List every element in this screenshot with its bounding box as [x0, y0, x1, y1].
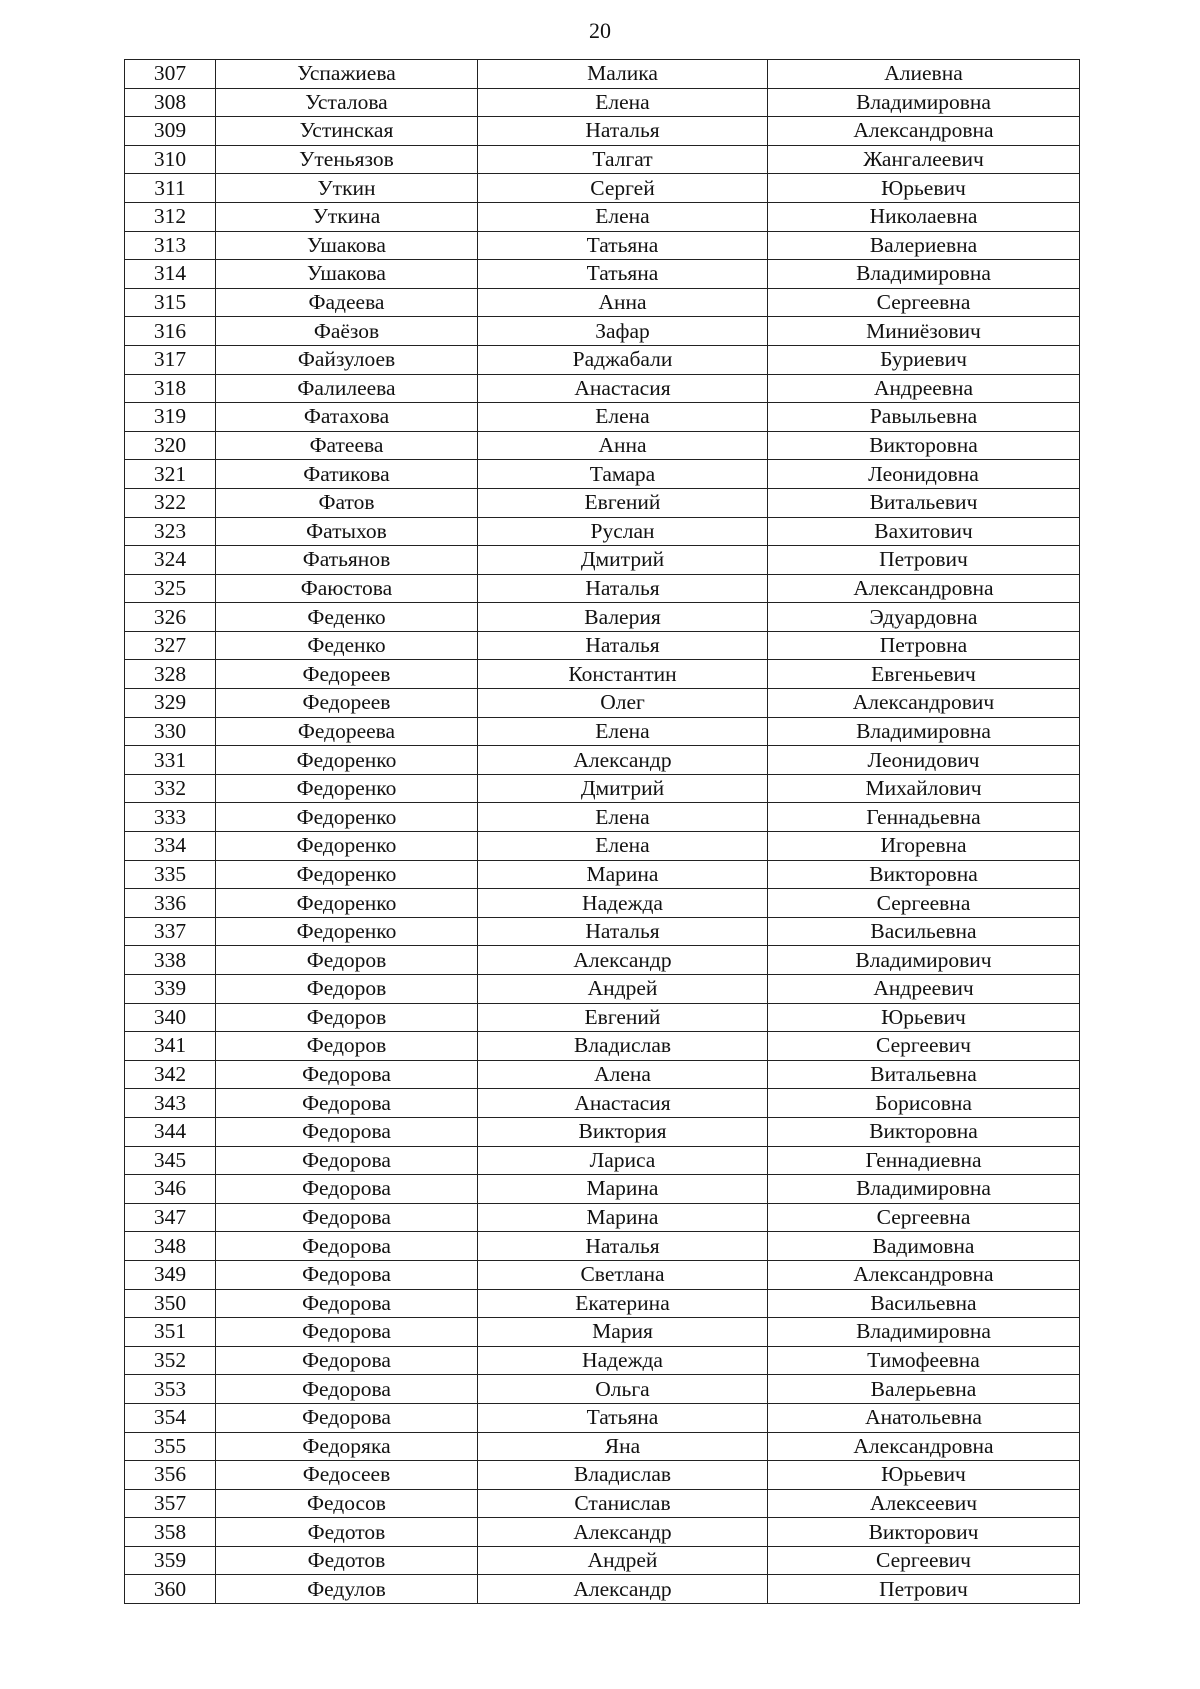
first-name-cell: Елена — [478, 202, 768, 231]
patronymic-cell: Сергеевич — [768, 1546, 1080, 1575]
last-name-cell: Федорова — [216, 1175, 478, 1204]
first-name-cell: Александр — [478, 1518, 768, 1547]
row-number-cell: 356 — [125, 1461, 216, 1490]
table-row — [125, 689, 1080, 718]
patronymic-cell: Миниёзович — [768, 317, 1080, 346]
row-number-cell: 312 — [125, 202, 216, 231]
last-name-cell: Уткин — [216, 174, 478, 203]
first-name-cell: Марина — [478, 1203, 768, 1232]
table-row — [125, 832, 1080, 861]
first-name-cell: Наталья — [478, 574, 768, 603]
row-number-cell: 323 — [125, 517, 216, 546]
row-number-cell: 326 — [125, 603, 216, 632]
table-row — [125, 1232, 1080, 1261]
last-name-cell: Фатикова — [216, 460, 478, 489]
patronymic-cell: Борисовна — [768, 1089, 1080, 1118]
table-row — [125, 374, 1080, 403]
first-name-cell: Константин — [478, 660, 768, 689]
patronymic-cell: Владимирович — [768, 946, 1080, 975]
first-name-cell: Елена — [478, 88, 768, 117]
first-name-cell: Андрей — [478, 975, 768, 1004]
table-row — [125, 517, 1080, 546]
last-name-cell: Федорова — [216, 1375, 478, 1404]
last-name-cell: Уткина — [216, 202, 478, 231]
table-row — [125, 60, 1080, 89]
first-name-cell: Тамара — [478, 460, 768, 489]
last-name-cell: Федоренко — [216, 803, 478, 832]
table-row — [125, 403, 1080, 432]
last-name-cell: Федоренко — [216, 832, 478, 861]
row-number-cell: 309 — [125, 117, 216, 146]
row-number-cell: 338 — [125, 946, 216, 975]
table-row — [125, 1003, 1080, 1032]
first-name-cell: Ольга — [478, 1375, 768, 1404]
last-name-cell: Устинская — [216, 117, 478, 146]
last-name-cell: Фатыхов — [216, 517, 478, 546]
last-name-cell: Утеньязов — [216, 145, 478, 174]
patronymic-cell: Михайлович — [768, 774, 1080, 803]
table-row — [125, 1403, 1080, 1432]
last-name-cell: Федорова — [216, 1203, 478, 1232]
table-row — [125, 431, 1080, 460]
table-row — [125, 774, 1080, 803]
row-number-cell: 317 — [125, 345, 216, 374]
first-name-cell: Надежда — [478, 1346, 768, 1375]
last-name-cell: Федорова — [216, 1089, 478, 1118]
table-row — [125, 1089, 1080, 1118]
first-name-cell: Елена — [478, 832, 768, 861]
patronymic-cell: Васильевна — [768, 917, 1080, 946]
last-name-cell: Файзулоев — [216, 345, 478, 374]
row-number-cell: 328 — [125, 660, 216, 689]
first-name-cell: Екатерина — [478, 1289, 768, 1318]
row-number-cell: 345 — [125, 1146, 216, 1175]
table-row — [125, 1346, 1080, 1375]
patronymic-cell: Вахитович — [768, 517, 1080, 546]
row-number-cell: 320 — [125, 431, 216, 460]
patronymic-cell: Александровна — [768, 574, 1080, 603]
row-number-cell: 343 — [125, 1089, 216, 1118]
last-name-cell: Федоренко — [216, 774, 478, 803]
last-name-cell: Ушакова — [216, 260, 478, 289]
row-number-cell: 346 — [125, 1175, 216, 1204]
roster-body — [125, 60, 1080, 1604]
table-row — [125, 631, 1080, 660]
table-row — [125, 1518, 1080, 1547]
last-name-cell: Федоренко — [216, 917, 478, 946]
first-name-cell: Анастасия — [478, 374, 768, 403]
row-number-cell: 344 — [125, 1117, 216, 1146]
last-name-cell: Федорова — [216, 1403, 478, 1432]
first-name-cell: Малика — [478, 60, 768, 89]
patronymic-cell: Владимировна — [768, 717, 1080, 746]
patronymic-cell: Владимировна — [768, 1175, 1080, 1204]
row-number-cell: 327 — [125, 631, 216, 660]
patronymic-cell: Тимофеевна — [768, 1346, 1080, 1375]
first-name-cell: Талгат — [478, 145, 768, 174]
first-name-cell: Виктория — [478, 1117, 768, 1146]
first-name-cell: Надежда — [478, 889, 768, 918]
table-row — [125, 231, 1080, 260]
table-row — [125, 1175, 1080, 1204]
last-name-cell: Федорова — [216, 1146, 478, 1175]
patronymic-cell: Сергеевич — [768, 1032, 1080, 1061]
first-name-cell: Елена — [478, 403, 768, 432]
table-row — [125, 1060, 1080, 1089]
table-row — [125, 1146, 1080, 1175]
patronymic-cell: Игоревна — [768, 832, 1080, 861]
last-name-cell: Федосов — [216, 1489, 478, 1518]
table-row — [125, 174, 1080, 203]
first-name-cell: Александр — [478, 746, 768, 775]
patronymic-cell: Алексеевич — [768, 1489, 1080, 1518]
row-number-cell: 334 — [125, 832, 216, 861]
patronymic-cell: Сергеевна — [768, 889, 1080, 918]
page-number: 20 — [589, 18, 611, 43]
row-number-cell: 318 — [125, 374, 216, 403]
row-number-cell: 341 — [125, 1032, 216, 1061]
row-number-cell: 321 — [125, 460, 216, 489]
row-number-cell: 349 — [125, 1260, 216, 1289]
row-number-cell: 329 — [125, 689, 216, 718]
table-row — [125, 1489, 1080, 1518]
row-number-cell: 316 — [125, 317, 216, 346]
patronymic-cell: Юрьевич — [768, 1461, 1080, 1490]
patronymic-cell: Геннадиевна — [768, 1146, 1080, 1175]
last-name-cell: Федоров — [216, 946, 478, 975]
patronymic-cell: Александровна — [768, 1260, 1080, 1289]
table-row — [125, 546, 1080, 575]
first-name-cell: Анастасия — [478, 1089, 768, 1118]
row-number-cell: 336 — [125, 889, 216, 918]
last-name-cell: Федорова — [216, 1318, 478, 1347]
first-name-cell: Владислав — [478, 1461, 768, 1490]
patronymic-cell: Сергеевна — [768, 288, 1080, 317]
patronymic-cell: Алиевна — [768, 60, 1080, 89]
table-row — [125, 1575, 1080, 1604]
first-name-cell: Наталья — [478, 631, 768, 660]
table-row — [125, 603, 1080, 632]
last-name-cell: Федореев — [216, 660, 478, 689]
row-number-cell: 351 — [125, 1318, 216, 1347]
first-name-cell: Евгений — [478, 1003, 768, 1032]
row-number-cell: 353 — [125, 1375, 216, 1404]
row-number-cell: 348 — [125, 1232, 216, 1261]
first-name-cell: Наталья — [478, 117, 768, 146]
row-number-cell: 355 — [125, 1432, 216, 1461]
first-name-cell: Дмитрий — [478, 774, 768, 803]
first-name-cell: Владислав — [478, 1032, 768, 1061]
last-name-cell: Фатьянов — [216, 546, 478, 575]
last-name-cell: Федореев — [216, 689, 478, 718]
row-number-cell: 352 — [125, 1346, 216, 1375]
patronymic-cell: Владимировна — [768, 88, 1080, 117]
first-name-cell: Татьяна — [478, 1403, 768, 1432]
last-name-cell: Федотов — [216, 1518, 478, 1547]
table-row — [125, 1203, 1080, 1232]
last-name-cell: Федоров — [216, 975, 478, 1004]
table-row — [125, 917, 1080, 946]
first-name-cell: Дмитрий — [478, 546, 768, 575]
patronymic-cell: Эдуардовна — [768, 603, 1080, 632]
last-name-cell: Федорова — [216, 1060, 478, 1089]
table-row — [125, 145, 1080, 174]
row-number-cell: 331 — [125, 746, 216, 775]
last-name-cell: Фалилеева — [216, 374, 478, 403]
first-name-cell: Руслан — [478, 517, 768, 546]
patronymic-cell: Геннадьевна — [768, 803, 1080, 832]
patronymic-cell: Вадимовна — [768, 1232, 1080, 1261]
row-number-cell: 308 — [125, 88, 216, 117]
last-name-cell: Усталова — [216, 88, 478, 117]
first-name-cell: Светлана — [478, 1260, 768, 1289]
patronymic-cell: Владимировна — [768, 1318, 1080, 1347]
patronymic-cell: Валериевна — [768, 231, 1080, 260]
patronymic-cell: Петрович — [768, 546, 1080, 575]
last-name-cell: Федотов — [216, 1546, 478, 1575]
table-row — [125, 1318, 1080, 1347]
table-row — [125, 1289, 1080, 1318]
last-name-cell: Федорова — [216, 1117, 478, 1146]
row-number-cell: 354 — [125, 1403, 216, 1432]
last-name-cell: Фатеева — [216, 431, 478, 460]
row-number-cell: 335 — [125, 860, 216, 889]
patronymic-cell: Васильевна — [768, 1289, 1080, 1318]
first-name-cell: Станислав — [478, 1489, 768, 1518]
first-name-cell: Александр — [478, 946, 768, 975]
table-row — [125, 88, 1080, 117]
patronymic-cell: Викторовна — [768, 860, 1080, 889]
patronymic-cell: Витальевна — [768, 1060, 1080, 1089]
first-name-cell: Марина — [478, 860, 768, 889]
table-row — [125, 803, 1080, 832]
table-row — [125, 1432, 1080, 1461]
last-name-cell: Фатахова — [216, 403, 478, 432]
first-name-cell: Валерия — [478, 603, 768, 632]
patronymic-cell: Владимировна — [768, 260, 1080, 289]
patronymic-cell: Андреевич — [768, 975, 1080, 1004]
row-number-cell: 319 — [125, 403, 216, 432]
last-name-cell: Федосеев — [216, 1461, 478, 1490]
patronymic-cell: Андреевна — [768, 374, 1080, 403]
last-name-cell: Федоров — [216, 1032, 478, 1061]
last-name-cell: Федоренко — [216, 889, 478, 918]
first-name-cell: Алена — [478, 1060, 768, 1089]
row-number-cell: 330 — [125, 717, 216, 746]
last-name-cell: Фаюстова — [216, 574, 478, 603]
patronymic-cell: Витальевич — [768, 488, 1080, 517]
row-number-cell: 307 — [125, 60, 216, 89]
patronymic-cell: Леонидович — [768, 746, 1080, 775]
table-row — [125, 1461, 1080, 1490]
first-name-cell: Анна — [478, 431, 768, 460]
first-name-cell: Андрей — [478, 1546, 768, 1575]
last-name-cell: Федоров — [216, 1003, 478, 1032]
first-name-cell: Татьяна — [478, 260, 768, 289]
row-number-cell: 314 — [125, 260, 216, 289]
last-name-cell: Феденко — [216, 603, 478, 632]
first-name-cell: Яна — [478, 1432, 768, 1461]
row-number-cell: 325 — [125, 574, 216, 603]
first-name-cell: Марина — [478, 1175, 768, 1204]
patronymic-cell: Петрович — [768, 1575, 1080, 1604]
first-name-cell: Раджабали — [478, 345, 768, 374]
patronymic-cell: Юрьевич — [768, 174, 1080, 203]
last-name-cell: Федоренко — [216, 860, 478, 889]
row-number-cell: 339 — [125, 975, 216, 1004]
first-name-cell: Анна — [478, 288, 768, 317]
row-number-cell: 358 — [125, 1518, 216, 1547]
roster-table — [124, 59, 1080, 1604]
first-name-cell: Татьяна — [478, 231, 768, 260]
row-number-cell: 337 — [125, 917, 216, 946]
first-name-cell: Мария — [478, 1318, 768, 1347]
patronymic-cell: Валерьевна — [768, 1375, 1080, 1404]
first-name-cell: Олег — [478, 689, 768, 718]
patronymic-cell: Анатольевна — [768, 1403, 1080, 1432]
table-row — [125, 889, 1080, 918]
first-name-cell: Наталья — [478, 917, 768, 946]
last-name-cell: Феденко — [216, 631, 478, 660]
row-number-cell: 311 — [125, 174, 216, 203]
last-name-cell: Федорова — [216, 1232, 478, 1261]
first-name-cell: Наталья — [478, 1232, 768, 1261]
last-name-cell: Федоренко — [216, 746, 478, 775]
table-row — [125, 574, 1080, 603]
patronymic-cell: Жангалеевич — [768, 145, 1080, 174]
table-row — [125, 1260, 1080, 1289]
table-row — [125, 975, 1080, 1004]
patronymic-cell: Викторович — [768, 1518, 1080, 1547]
first-name-cell: Зафар — [478, 317, 768, 346]
patronymic-cell: Буриевич — [768, 345, 1080, 374]
patronymic-cell: Сергеевна — [768, 1203, 1080, 1232]
row-number-cell: 347 — [125, 1203, 216, 1232]
table-row — [125, 860, 1080, 889]
table-row — [125, 317, 1080, 346]
patronymic-cell: Александровна — [768, 1432, 1080, 1461]
last-name-cell: Федорова — [216, 1346, 478, 1375]
table-row — [125, 1032, 1080, 1061]
table-row — [125, 260, 1080, 289]
row-number-cell: 357 — [125, 1489, 216, 1518]
table-row — [125, 1546, 1080, 1575]
last-name-cell: Федорова — [216, 1289, 478, 1318]
last-name-cell: Фатов — [216, 488, 478, 517]
row-number-cell: 310 — [125, 145, 216, 174]
table-row — [125, 488, 1080, 517]
last-name-cell: Успажиева — [216, 60, 478, 89]
first-name-cell: Сергей — [478, 174, 768, 203]
table-row — [125, 946, 1080, 975]
table-row — [125, 117, 1080, 146]
patronymic-cell: Евгеньевич — [768, 660, 1080, 689]
last-name-cell: Федоряка — [216, 1432, 478, 1461]
patronymic-cell: Александровна — [768, 117, 1080, 146]
table-row — [125, 460, 1080, 489]
table-row — [125, 660, 1080, 689]
table-row — [125, 1117, 1080, 1146]
last-name-cell: Федорова — [216, 1260, 478, 1289]
table-row — [125, 746, 1080, 775]
patronymic-cell: Николаевна — [768, 202, 1080, 231]
table-row — [125, 345, 1080, 374]
table-row — [125, 717, 1080, 746]
row-number-cell: 333 — [125, 803, 216, 832]
patronymic-cell: Леонидовна — [768, 460, 1080, 489]
last-name-cell: Фаёзов — [216, 317, 478, 346]
last-name-cell: Федореева — [216, 717, 478, 746]
row-number-cell: 313 — [125, 231, 216, 260]
row-number-cell: 342 — [125, 1060, 216, 1089]
row-number-cell: 315 — [125, 288, 216, 317]
patronymic-cell: Петровна — [768, 631, 1080, 660]
first-name-cell: Елена — [478, 803, 768, 832]
last-name-cell: Ушакова — [216, 231, 478, 260]
patronymic-cell: Александрович — [768, 689, 1080, 718]
table-row — [125, 202, 1080, 231]
row-number-cell: 359 — [125, 1546, 216, 1575]
table-row — [125, 1375, 1080, 1404]
table-row — [125, 288, 1080, 317]
patronymic-cell: Юрьевич — [768, 1003, 1080, 1032]
last-name-cell: Фадеева — [216, 288, 478, 317]
first-name-cell: Александр — [478, 1575, 768, 1604]
row-number-cell: 340 — [125, 1003, 216, 1032]
patronymic-cell: Викторовна — [768, 1117, 1080, 1146]
patronymic-cell: Равыльевна — [768, 403, 1080, 432]
first-name-cell: Елена — [478, 717, 768, 746]
patronymic-cell: Викторовна — [768, 431, 1080, 460]
row-number-cell: 332 — [125, 774, 216, 803]
first-name-cell: Евгений — [478, 488, 768, 517]
row-number-cell: 322 — [125, 488, 216, 517]
first-name-cell: Лариса — [478, 1146, 768, 1175]
row-number-cell: 360 — [125, 1575, 216, 1604]
last-name-cell: Федулов — [216, 1575, 478, 1604]
row-number-cell: 324 — [125, 546, 216, 575]
row-number-cell: 350 — [125, 1289, 216, 1318]
